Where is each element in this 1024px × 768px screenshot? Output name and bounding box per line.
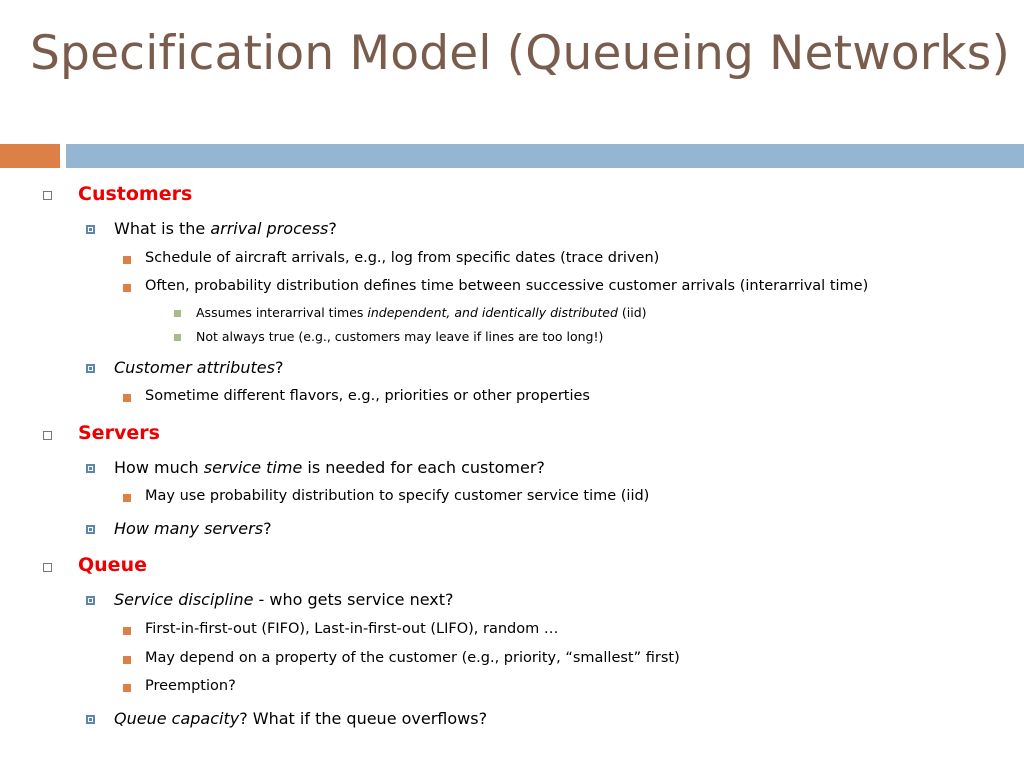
list-item: Schedule of aircraft arrivals, e.g., log from specific dates (trace driven) [145, 250, 660, 266]
boxed-square-bullet-icon [86, 364, 95, 373]
slide-title: Specification Model (Queueing Networks) [30, 26, 1010, 81]
boxed-square-bullet-icon [86, 225, 95, 234]
hollow-square-bullet-icon [43, 191, 52, 200]
green-square-bullet-icon [174, 310, 181, 317]
servers-heading: Servers [78, 422, 160, 444]
service-discipline-question: Service discipline - who gets service next? [114, 590, 454, 609]
hollow-square-bullet-icon [43, 431, 52, 440]
boxed-square-bullet-icon [86, 715, 95, 724]
service-time-question: How much service time is needed for each customer? [114, 458, 545, 477]
list-item: Sometime different flavors, e.g., priorities or other properties [145, 388, 590, 404]
orange-square-bullet-icon [123, 627, 131, 635]
customer-attributes-question: Customer attributes? [114, 358, 284, 377]
list-item: May depend on a property of the customer (e.g., priority, “smallest” first) [145, 650, 680, 666]
orange-square-bullet-icon [123, 284, 131, 292]
orange-square-bullet-icon [123, 684, 131, 692]
list-item: Often, probability distribution defines time between successive customer arrivals (interarrival time) [145, 278, 869, 294]
iid-assumption: Assumes interarrival times independent, and identically distributed (iid) [196, 305, 647, 320]
arrival-process-question: What is the arrival process? [114, 219, 337, 238]
how-many-servers-question: How many servers? [114, 519, 272, 538]
orange-square-bullet-icon [123, 656, 131, 664]
orange-square-bullet-icon [123, 256, 131, 264]
list-item: Preemption? [145, 678, 236, 694]
customers-heading: Customers [78, 183, 193, 205]
boxed-square-bullet-icon [86, 464, 95, 473]
queue-capacity-question: Queue capacity? What if the queue overflows? [114, 709, 488, 728]
list-item: May use probability distribution to specify customer service time (iid) [145, 488, 650, 504]
hollow-square-bullet-icon [43, 563, 52, 572]
list-item: Not always true (e.g., customers may leave if lines are too long!) [196, 329, 604, 344]
green-square-bullet-icon [174, 334, 181, 341]
queue-heading: Queue [78, 554, 147, 576]
boxed-square-bullet-icon [86, 596, 95, 605]
boxed-square-bullet-icon [86, 525, 95, 534]
orange-square-bullet-icon [123, 394, 131, 402]
list-item: First-in-first-out (FIFO), Last-in-first-out (LIFO), random … [145, 621, 559, 637]
orange-square-bullet-icon [123, 494, 131, 502]
